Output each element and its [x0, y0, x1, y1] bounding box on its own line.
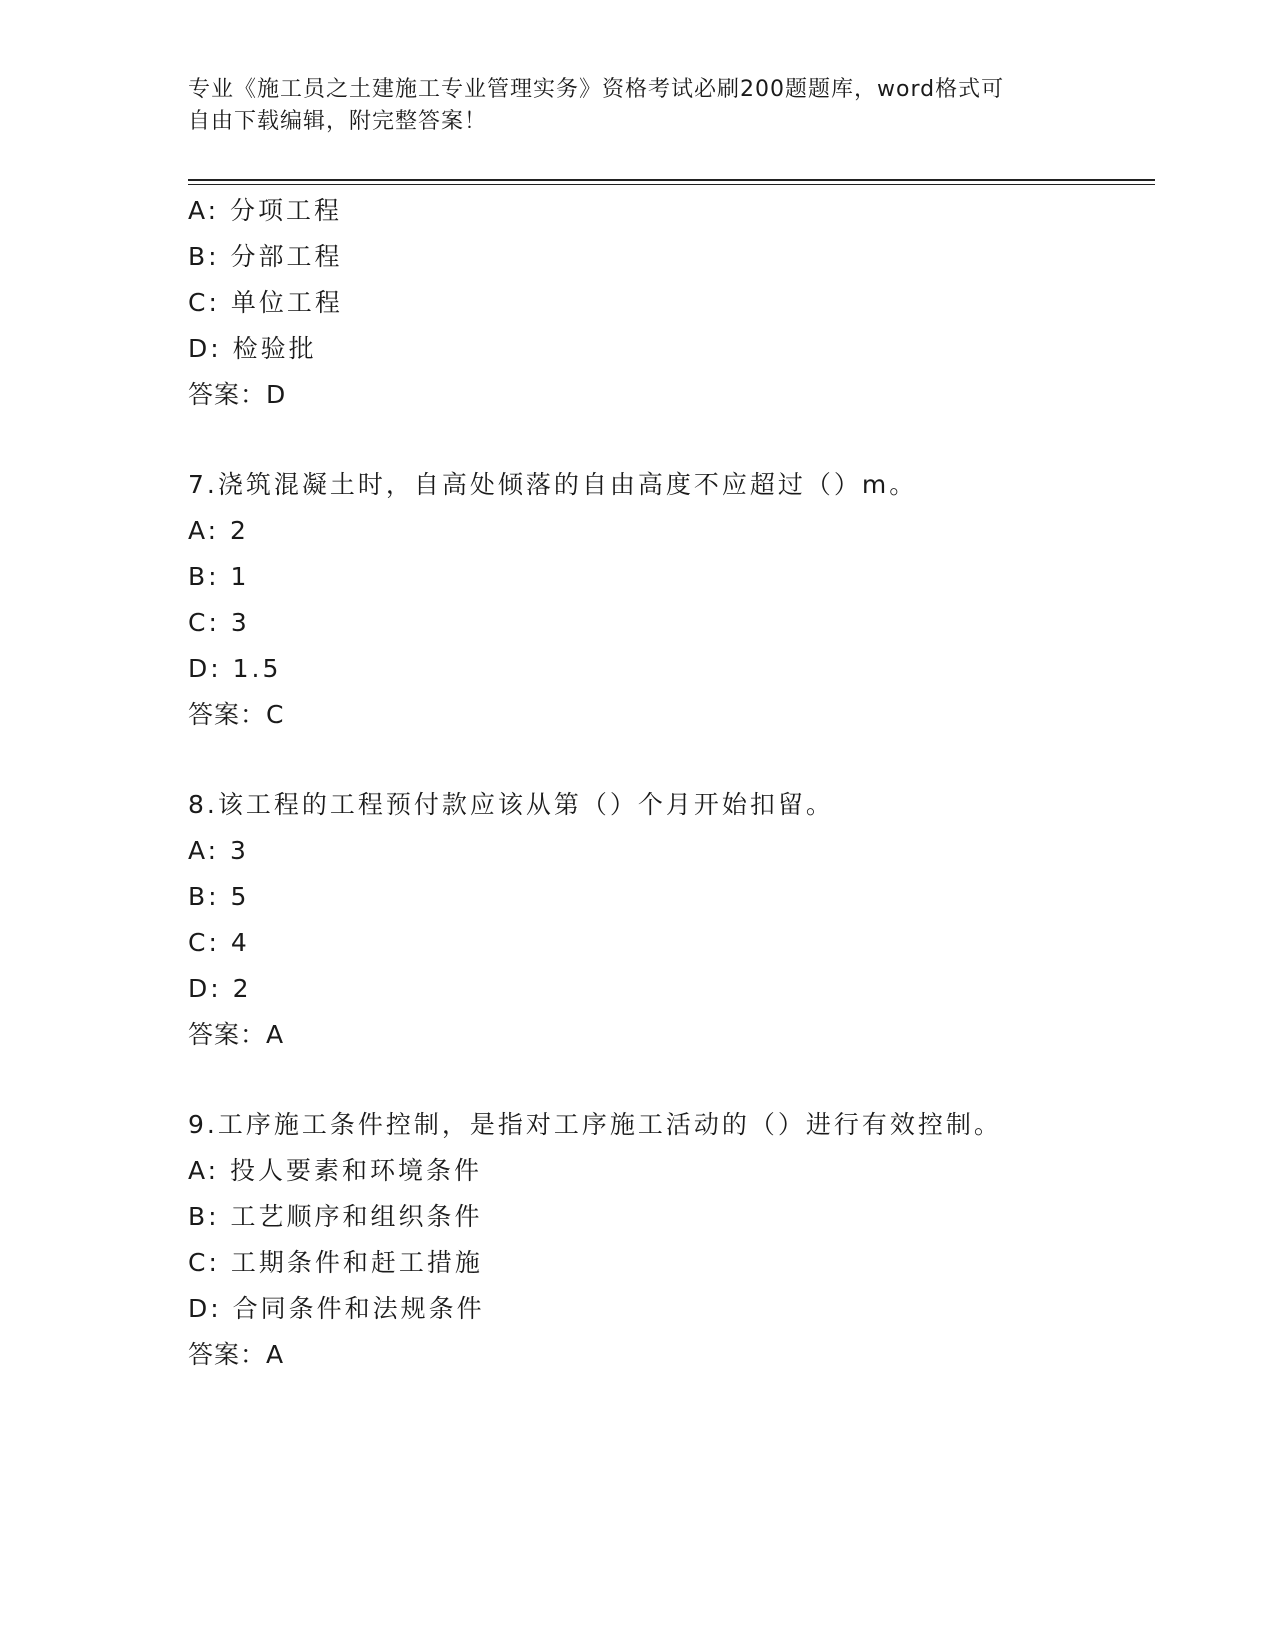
document-header — [188, 74, 1068, 138]
question-block — [188, 782, 1148, 1058]
answer-line: 答案：A — [188, 1340, 285, 1369]
question-block — [188, 188, 1148, 418]
option-a: A: 投人要素和环境条件 — [188, 1156, 483, 1185]
option-b: B: 5 — [188, 882, 250, 911]
answer-line: 答案：C — [188, 700, 285, 729]
question-list — [188, 188, 1148, 1378]
option-d: D: 检验批 — [188, 334, 317, 363]
header-line-2: 自由下载编辑，附完整答案！ — [188, 109, 488, 134]
option-d: D: 2 — [188, 974, 252, 1003]
option-b: B: 1 — [188, 562, 250, 591]
answer-line: 答案：A — [188, 1020, 285, 1049]
question-block — [188, 462, 1148, 738]
option-a: A: 分项工程 — [188, 196, 343, 225]
answer-line: 答案：D — [188, 380, 287, 409]
block-spacer — [188, 1058, 1148, 1102]
option-a: A: 3 — [188, 836, 249, 865]
header-line-1: 专业《施工员之土建施工专业管理实务》资格考试必刷200题题库，word格式可 — [188, 77, 1005, 102]
question-block — [188, 1102, 1148, 1378]
option-a: A: 2 — [188, 516, 249, 545]
question-stem: 9.工序施工条件控制，是指对工序施工活动的（）进行有效控制。 — [188, 1110, 1002, 1139]
question-stem: 7.浇筑混凝土时，自高处倾落的自由高度不应超过（）m。 — [188, 470, 918, 499]
option-c: C: 单位工程 — [188, 288, 343, 317]
block-spacer — [188, 738, 1148, 782]
header-divider-thick — [188, 179, 1155, 181]
option-c: C: 工期条件和赶工措施 — [188, 1248, 483, 1277]
option-d: D: 1.5 — [188, 654, 282, 683]
header-divider-thin — [188, 184, 1155, 185]
option-d: D: 合同条件和法规条件 — [188, 1294, 485, 1323]
option-b: B: 工艺顺序和组织条件 — [188, 1202, 483, 1231]
option-c: C: 3 — [188, 608, 250, 637]
option-c: C: 4 — [188, 928, 250, 957]
option-b: B: 分部工程 — [188, 242, 343, 271]
block-spacer — [188, 418, 1148, 462]
question-stem: 8.该工程的工程预付款应该从第（）个月开始扣留。 — [188, 790, 834, 819]
